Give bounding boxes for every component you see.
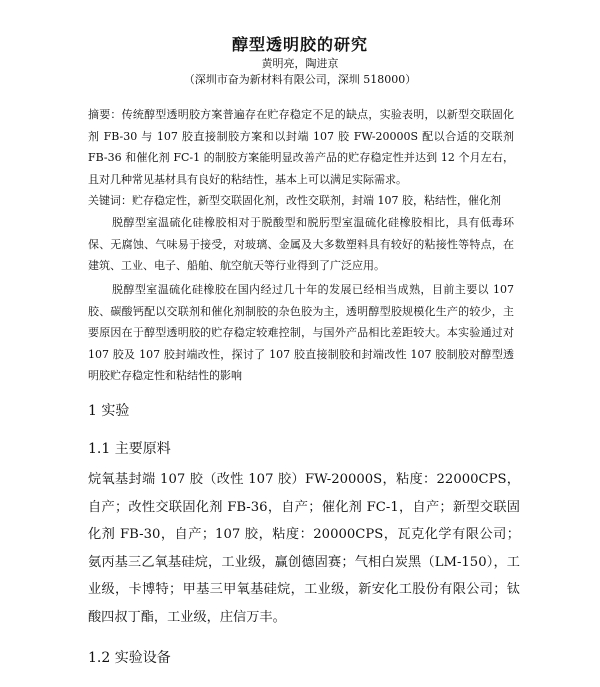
paper-title: 醇型透明胶的研究 xyxy=(231,35,368,54)
section-heading-experiment: 1 实验 xyxy=(88,403,130,419)
paper-affiliation: （深圳市奋为新材料有限公司，深圳 518000） xyxy=(183,73,417,86)
keywords-line: 关键词：贮存稳定性，新型交联固化剂，改性交联剂，封端 107 胶，粘结性，催化剂 xyxy=(88,194,501,207)
intro-paragraph-1: 脱醇型室温硫化硅橡胶相对于脱酸型和脱肟型室温硫化硅橡胶相比，具有低毒环保、无腐蚀、气味易于接受，对玻璃、金属及大多数塑料具有较好的粘接性等特点，在建筑、工业、电子、船舶、航空航天等行业得到了广泛应用。 xyxy=(88,216,514,272)
subsection-heading-materials: 1.1 主要原料 xyxy=(88,441,171,457)
materials-paragraph: 烷氧基封端 107 胶（改性 107 胶）FW-20000S，粘度：22000CPS，自产；改性交联固化剂 FB-36，自产；催化剂 FC-1，自产；新型交联固化剂 FB-30，自产；107 胶，粘度：20000CPS，瓦克化学有限公司；氨丙基三乙氧基硅烷，工业级，赢创德固赛；气相白炭黑（LM-150），工业级，卡博特；甲基三甲氧基硅烷，工业级，新安化工股份有限公司；钛酸四叔丁酯，工业级，庄信万丰。 xyxy=(88,472,520,625)
subsection-heading-equipment: 1.2 实验设备 xyxy=(88,650,171,666)
intro-paragraph-2: 脱醇型室温硫化硅橡胶在国内经过几十年的发展已经相当成熟，目前主要以 107 胶、碳酸钙配以交联剂和催化剂制胶的杂色胶为主，透明醇型胶规模化生产的较少，主要原因在于醇型透明胶的贮存稳定较难控制，与国外产品相比差距较大。本实验通过对 107 胶及 107 胶封端改性，探讨了 107 胶直接制胶和封端改性 107 胶制胶对醇型透明胶贮存稳定性和粘结性的影响 xyxy=(88,283,514,382)
paper-authors: 黄明亮，陶进京 xyxy=(261,57,339,70)
abstract-paragraph: 摘要：传统醇型透明胶方案普遍存在贮存稳定不足的缺点，实验表明，以新型交联固化剂 FB-30 与 107 胶直接制胶方案和以封端 107 胶 FW-20000S 配以合适的交联剂 FB-36 和催化剂 FC-1 的制胶方案能明显改善产品的贮存稳定性并达到 12 个月左右，且对几种常见基材具有良好的粘结性，基本上可以满足实际需求。 xyxy=(88,108,514,186)
